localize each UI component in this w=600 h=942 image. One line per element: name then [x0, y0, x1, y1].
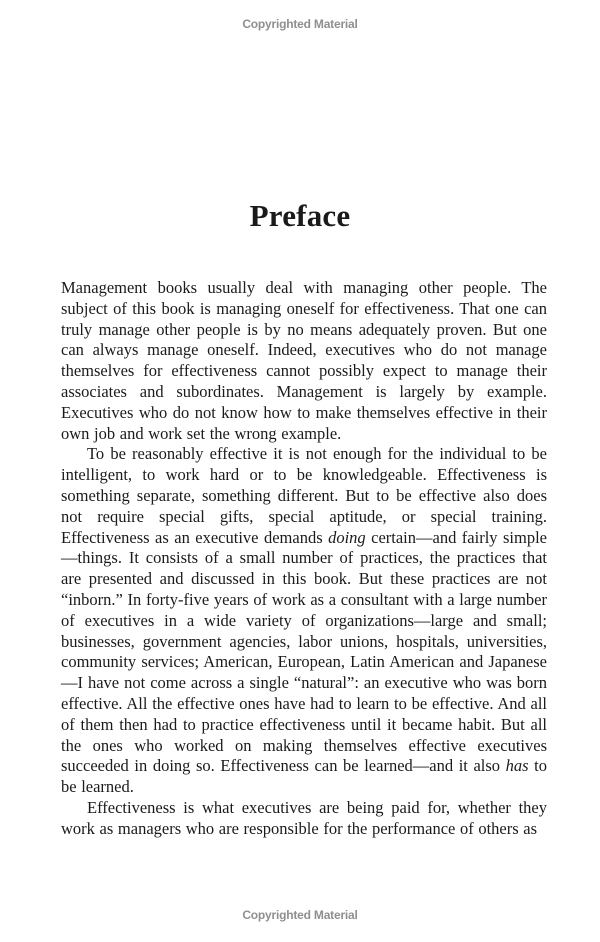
text-run: certain—and fairly simple—things. It consists of a small number of practices, the practices that are presented and discussed in this book. But these practices are not “inborn.” In forty-five years of work as a consultant with a large number of executives in a wide variety of organizations—large and small; businesses, government agencies, labor unions, hospitals, universities, community services; American, European, Latin American and Japanese—I have not come across a single “natural”: an executive who was born effective. All the effective ones have had to learn to be effective. And all of them then had to practice effectiveness until it became habit. But all the ones who worked on making themselves effective executives succeeded in doing so. Effectiveness can be learned—and it also	[61, 527, 547, 776]
body-text	[61, 278, 547, 840]
paragraph	[61, 278, 547, 444]
italic-text-run: has	[505, 756, 529, 776]
text-run: to be learned.	[61, 756, 547, 797]
copyright-notice-bottom: Copyrighted Material	[242, 908, 358, 922]
copyright-notice-top: Copyrighted Material	[242, 17, 358, 31]
text-run: To be reasonably effective it is not enough for the individual to be intelligent, to work hard or to be knowledgeable. Effectiveness is something separate, something different. But to be effective also does not require special gifts, special aptitude, or special training. Effectiveness as an executive demands	[61, 444, 547, 547]
text-run: Management books usually deal with managing other people. The subject of this book is managing oneself for effectiveness. That one can truly manage other people is by no means adequately proven. But one can always manage oneself. Indeed, executives who do not manage themselves for effectiveness cannot possibly expect to manage their associates and subordinates. Management is largely by example. Executives who do not know how to make themselves effective in their own job and work set the wrong example.	[61, 278, 547, 443]
page-title: Preface	[249, 198, 351, 233]
italic-text-run: doing	[328, 527, 366, 547]
paragraph	[61, 444, 547, 798]
text-run: Effectiveness is what executives are being paid for, whether they work as managers who are responsible for the performance of others as	[61, 797, 547, 838]
paragraph	[61, 798, 547, 840]
